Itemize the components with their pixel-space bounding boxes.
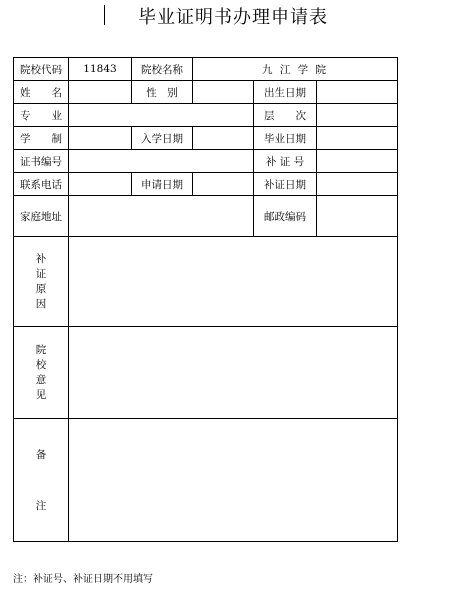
remark-label — [14, 419, 69, 542]
phone-label: 联系电话 — [14, 173, 69, 196]
grad-date-label: 毕业日期 — [254, 127, 317, 150]
row-cert — [14, 150, 398, 173]
phone-input[interactable] — [69, 173, 132, 196]
reason-label: 补 证 原 因 — [14, 237, 69, 327]
footnote: 注：补证号、补证日期不用填写 — [13, 574, 153, 585]
apply-date-input[interactable] — [193, 173, 254, 196]
row-school — [14, 58, 398, 81]
cert-no-input[interactable] — [69, 150, 254, 173]
opinion-input[interactable] — [69, 327, 398, 419]
major-label: 专 业 — [14, 104, 69, 127]
row-duration — [14, 127, 398, 150]
gender-input[interactable] — [193, 81, 254, 104]
row-name — [14, 81, 398, 104]
opinion-label: 院 校 意 见 — [14, 327, 69, 419]
row-opinion — [14, 327, 398, 419]
address-label: 家庭地址 — [14, 196, 69, 237]
reason-input[interactable] — [69, 237, 398, 327]
postcode-input[interactable] — [317, 196, 398, 237]
row-major — [14, 104, 398, 127]
cert-no-label: 证书编号 — [14, 150, 69, 173]
gender-label: 性 别 — [132, 81, 193, 104]
row-reason — [14, 237, 398, 327]
duration-label: 学 制 — [14, 127, 69, 150]
remark-char-1: 备 — [35, 449, 47, 461]
school-code-label: 院校代码 — [14, 58, 69, 81]
birth-date-input[interactable] — [317, 81, 398, 104]
remark-char-2: 注 — [35, 500, 47, 512]
application-form-table — [13, 57, 398, 542]
school-code-value[interactable]: 11843 — [69, 58, 132, 81]
remark-input[interactable] — [69, 419, 398, 542]
apply-date-label: 申请日期 — [132, 173, 193, 196]
name-input[interactable] — [69, 81, 132, 104]
school-name-label: 院校名称 — [132, 58, 193, 81]
level-input[interactable] — [317, 104, 398, 127]
text-cursor — [104, 5, 105, 25]
birth-date-label: 出生日期 — [254, 81, 317, 104]
address-input[interactable] — [69, 196, 254, 237]
reissue-date-label: 补证日期 — [254, 173, 317, 196]
row-address — [14, 196, 398, 237]
postcode-label: 邮政编码 — [254, 196, 317, 237]
school-name-value[interactable]: 九 江 学 院 — [193, 58, 398, 81]
grad-date-input[interactable] — [317, 127, 398, 150]
form-title: 毕业证明书办理申请表 — [138, 7, 328, 28]
level-label: 层 次 — [254, 104, 317, 127]
row-phone — [14, 173, 398, 196]
row-remark — [14, 419, 398, 542]
reissue-date-input[interactable] — [317, 173, 398, 196]
name-label: 姓 名 — [14, 81, 69, 104]
reissue-no-label: 补 证 号 — [254, 150, 317, 173]
reissue-no-input[interactable] — [317, 150, 398, 173]
enroll-date-label: 入学日期 — [132, 127, 193, 150]
major-input[interactable] — [69, 104, 254, 127]
duration-input[interactable] — [69, 127, 132, 150]
enroll-date-input[interactable] — [193, 127, 254, 150]
